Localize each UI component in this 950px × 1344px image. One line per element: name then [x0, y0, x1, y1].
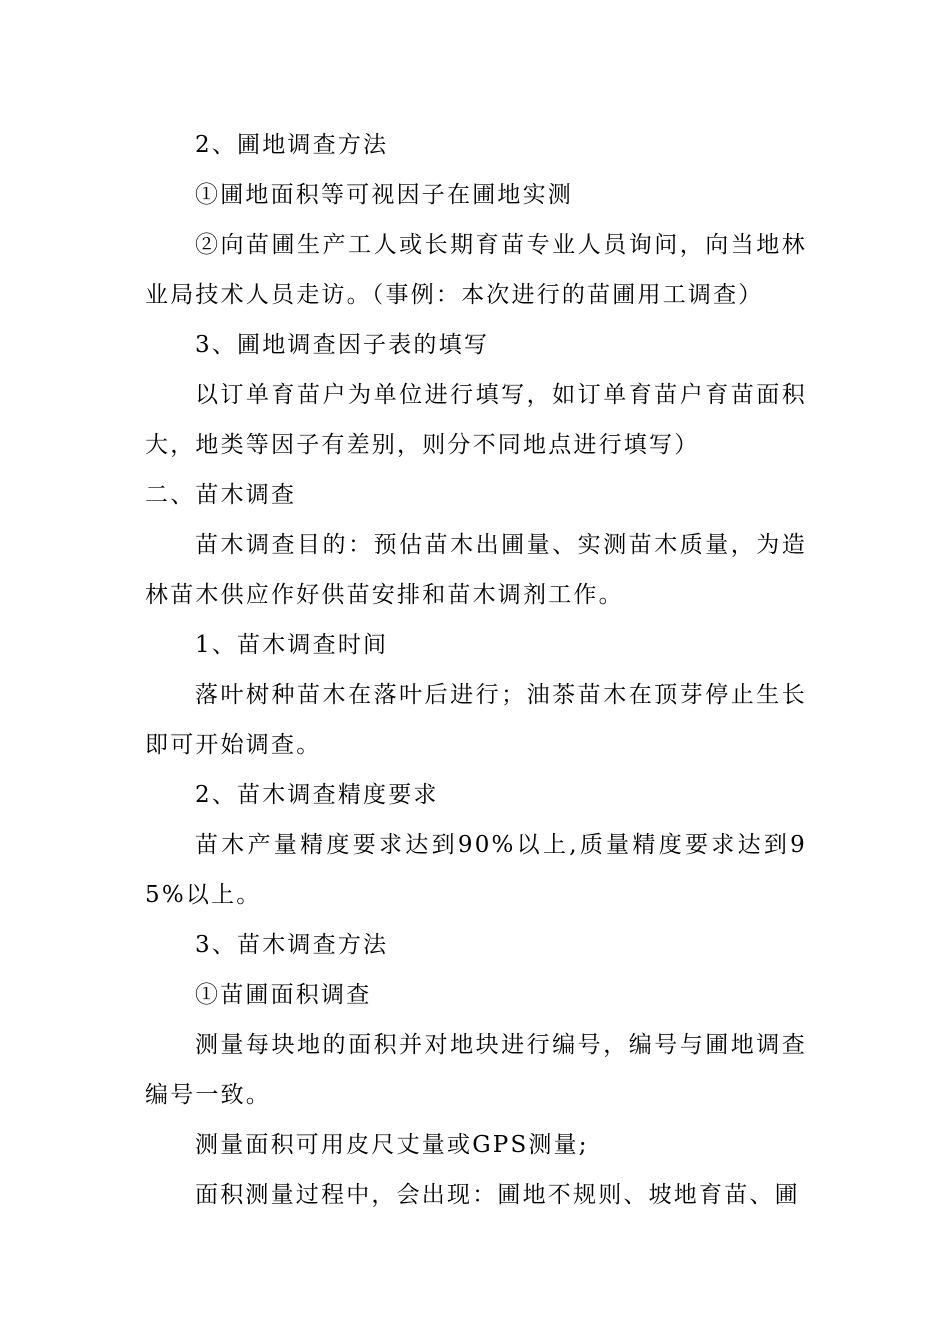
paragraph-heading-nursery-survey-method: 2、圃地调查方法 — [195, 132, 389, 158]
paragraph-heading-precision: 2、苗木调查精度要求 — [195, 782, 439, 808]
paragraph-measure-tools: 测量面积可用皮尺丈量或GPS测量; — [195, 1132, 589, 1158]
paragraph-heading-survey-method: 3、苗木调查方法 — [195, 932, 389, 958]
paragraph-interview-method: ②向苗圃生产工人或长期育苗专业人员询问，向当地林业局技术人员走访。（事例：本次进行的苗圃用工调查） — [145, 232, 807, 308]
paragraph-area-cases: 面积测量过程中，会出现：圃地不规则、坡地育苗、圃 — [195, 1182, 800, 1208]
paragraph-seedling-purpose: 苗木调查目的：预估苗木出圃量、实测苗木质量，为造林苗木供应作好供苗安排和苗木调剂工作。 — [145, 532, 807, 608]
paragraph-survey-time: 落叶树种苗木在落叶后进行；油茶苗木在顶芽停止生长即可开始调查。 — [145, 682, 807, 758]
section-heading-seedling-survey: 二、苗木调查 — [145, 482, 297, 508]
paragraph-area-survey: ①苗圃面积调查 — [195, 982, 372, 1008]
paragraph-field-measure: ①圃地面积等可视因子在圃地实测 — [195, 182, 573, 208]
paragraph-heading-factor-table: 3、圃地调查因子表的填写 — [195, 332, 490, 358]
paragraph-heading-survey-time: 1、苗木调查时间 — [195, 632, 389, 658]
document-body — [145, 120, 807, 1220]
paragraph-precision-requirement: 苗木产量精度要求达到90%以上,质量精度要求达到95%以上。 — [145, 832, 807, 908]
paragraph-fill-instruction: 以订单育苗户为单位进行填写，如订单育苗户育苗面积大，地类等因子有差别，则分不同地点进行填写） — [145, 382, 807, 458]
paragraph-plot-numbering: 测量每块地的面积并对地块进行编号，编号与圃地调查编号一致。 — [145, 1032, 807, 1108]
